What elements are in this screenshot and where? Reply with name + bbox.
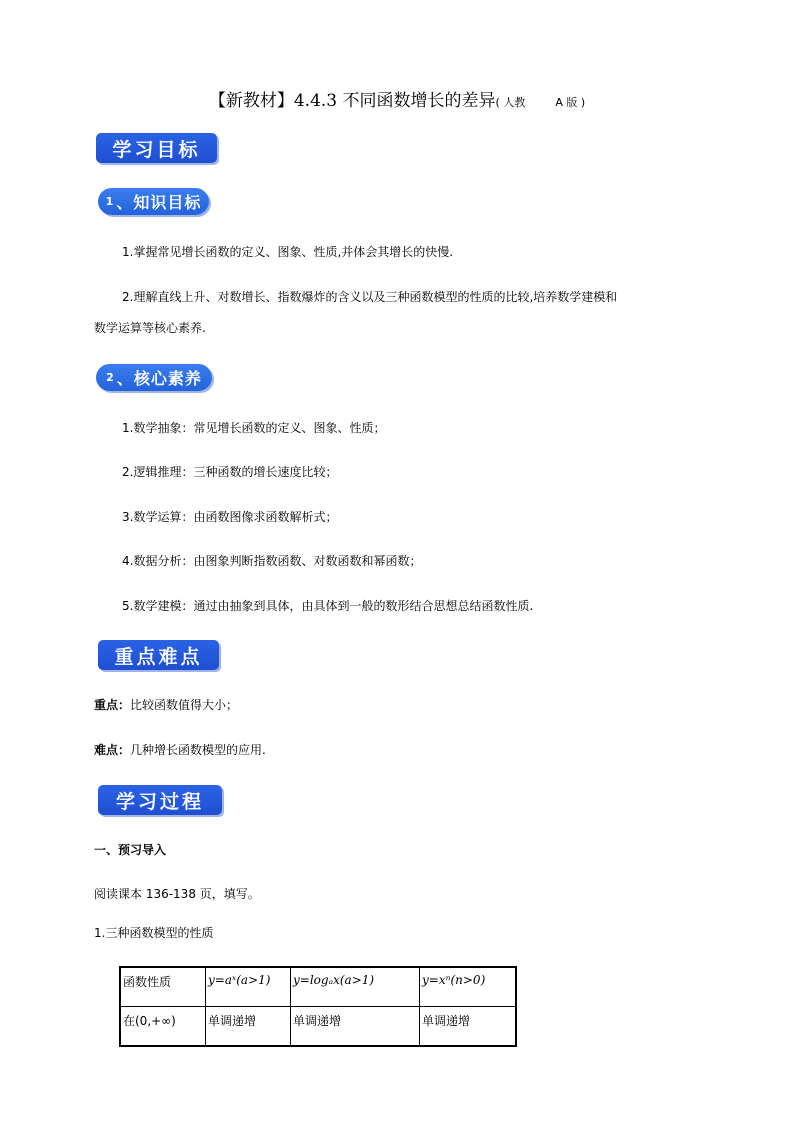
knowledge-item: 数学运算等核心素养. xyxy=(94,321,206,335)
key-point-label: 重点： xyxy=(94,698,131,712)
knowledge-goals-label: 、知识目标 xyxy=(116,193,202,212)
table-row xyxy=(120,967,516,1007)
section-process-label: 学习过程 xyxy=(115,790,204,813)
function-properties-table xyxy=(119,966,517,1047)
preview-item-1: 1.三种函数模型的性质 xyxy=(94,926,214,940)
section-keypoints-badge xyxy=(98,640,219,670)
table-header-cell: y=xⁿ(n>0) xyxy=(420,967,517,1007)
document-title xyxy=(0,86,794,111)
section-process-badge xyxy=(98,785,222,815)
table-header-cell: y=aˣ(a>1) xyxy=(206,967,291,1007)
section-goals-badge xyxy=(96,133,217,163)
difficulty-text: 几种增长函数模型的应用. xyxy=(130,743,266,757)
table-header-cell: 函数性质 xyxy=(120,967,206,1007)
literacy-item: 3.数学运算：由函数图像求函数解析式； xyxy=(122,510,338,524)
literacy-item: 2.逻辑推理：三种函数的增长速度比较； xyxy=(122,465,338,479)
literacy-item: 1.数学抽象：常见增长函数的定义、图象、性质； xyxy=(122,421,386,435)
knowledge-goals-num: 1 xyxy=(105,195,115,208)
table-row xyxy=(120,1007,516,1047)
table-cell: 单调递增 xyxy=(206,1007,291,1047)
table-header-cell: y=logₐx(a>1) xyxy=(291,967,420,1007)
title-sub-left: ( 人教 xyxy=(495,96,526,109)
core-literacy-label: 、核心素养 xyxy=(116,369,202,388)
section-keypoints-label: 重点难点 xyxy=(114,645,203,668)
key-point-text: 比较函数值得大小； xyxy=(130,698,239,712)
core-literacy-badge xyxy=(96,364,212,391)
title-sub-right: A 版 ) xyxy=(555,96,586,109)
table-cell: 单调递增 xyxy=(420,1007,517,1047)
difficulty-label: 难点： xyxy=(94,743,131,757)
core-literacy-num: 2 xyxy=(106,371,115,384)
title-main: 【新教材】4.4.3 不同函数增长的差异 xyxy=(208,91,496,111)
difficulty-line xyxy=(94,742,266,758)
literacy-item: 5.数学建模：通过由抽象到具体，由具体到一般的数形结合思想总结函数性质. xyxy=(122,599,534,613)
section-goals-label: 学习目标 xyxy=(112,138,201,161)
preview-heading: 一、预习导入 xyxy=(94,843,167,857)
key-point-line xyxy=(94,697,238,713)
table-cell: 单调递增 xyxy=(291,1007,420,1047)
knowledge-item: 1.掌握常见增长函数的定义、图象、性质,并体会其增长的快慢. xyxy=(122,245,454,259)
preview-instruction: 阅读课本 136-138 页，填写。 xyxy=(94,887,260,901)
knowledge-goals-badge xyxy=(98,188,209,215)
table-cell: 在(0,+∞) xyxy=(120,1007,206,1047)
knowledge-item: 2.理解直线上升、对数增长、指数爆炸的含义以及三种函数模型的性质的比较,培养数学建模和 xyxy=(122,290,618,304)
literacy-item: 4.数据分析：由图象判断指数函数、对数函数和幂函数； xyxy=(122,554,422,568)
